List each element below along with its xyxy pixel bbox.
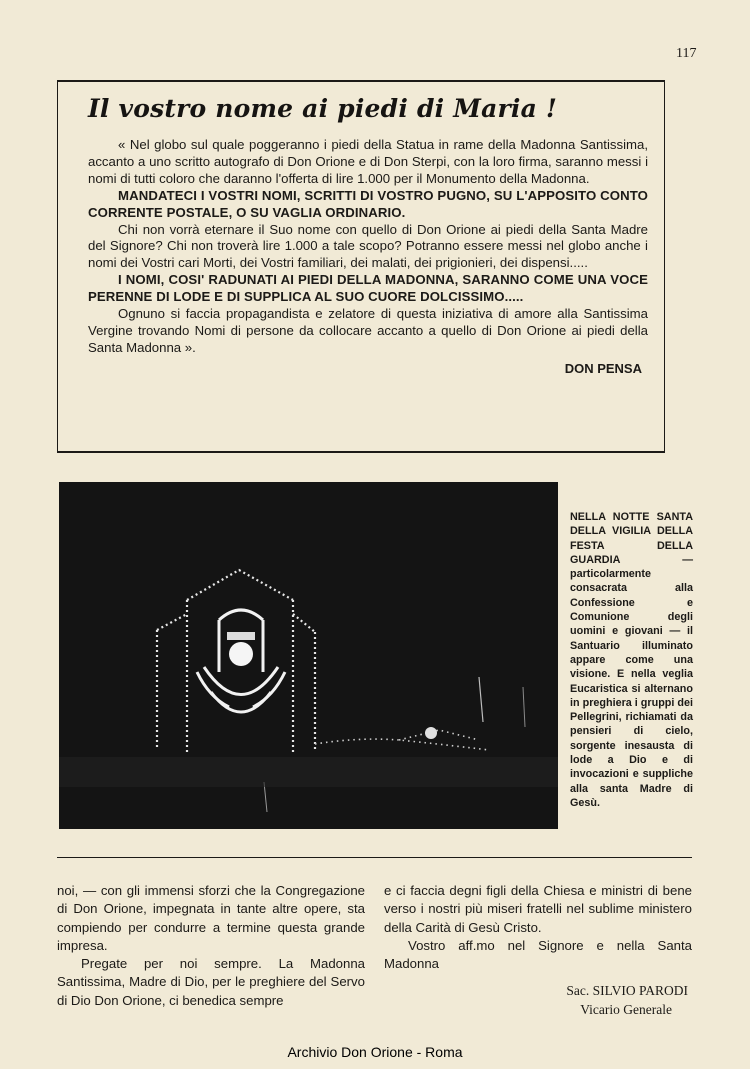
article-paragraph: Pregate per noi sempre. La Madonna Santissima, Madre di Dio, per le preghiere del Servo di Dio Don Orione, ci benedica sempre bbox=[57, 956, 365, 1008]
page-number: 117 bbox=[676, 46, 697, 61]
appeal-paragraph-caps: I NOMI, COSI' RADUNATI AI PIEDI DELLA MADONNA, SARANNO COME UNA VOCE PERENNE DI LODE E DI SUPPLICA AL SUO CUORE DOLCISSIMO..... bbox=[88, 272, 648, 305]
photo-caption-text: — particolarmente consacrata alla Confessione e Comunione degli uomini e giovani — il Santuario illuminato appare come una visione. E nella veglia Eucaristica si alternano in preghiera i gruppi dei Pellegrini, richiamati da pensieri di cielo, sorgente inesausta di lode a Dio e di invocazioni e suppliche alla santa Madre di Gesù. bbox=[570, 553, 693, 809]
section-divider bbox=[57, 857, 692, 858]
signature-name: Sac. SILVIO PARODI bbox=[566, 983, 688, 999]
appeal-body bbox=[88, 137, 648, 357]
illuminated-sanctuary-illustration bbox=[59, 482, 558, 829]
appeal-paragraph: Ognuno si faccia propagandista e zelatore di questa iniziativa di amore alla Santissima Vergine trovando Nomi di persone da collocare accanto a quello di Don Orione ai piedi della Santa Madonna ». bbox=[88, 306, 648, 355]
archive-footer: Archivio Don Orione - Roma bbox=[287, 1044, 463, 1060]
signature-title: Vicario Generale bbox=[580, 1002, 672, 1018]
appeal-box bbox=[57, 80, 665, 453]
article-paragraph: noi, — con gli immensi sforzi che la Congregazione di Don Orione, impegnata in tante altre opere, sta compiendo per condurre a termine questa grande impresa. bbox=[57, 883, 365, 953]
appeal-headline: Il vostro nome ai piedi di Maria ! bbox=[88, 94, 558, 123]
appeal-paragraph: « Nel globo sul quale poggeranno i piedi della Statua in rame della Madonna Santissima, accanto a uno scritto autografo di Don Orione e di Don Sterpi, con la loro firma, saranno messi i nomi di tutti coloro che daranno l'offerta di lire 1.000 per il Monumento della Madonna. bbox=[88, 137, 648, 186]
article-paragraph: e ci faccia degni figli della Chiesa e ministri di bene verso i nostri più miseri fratelli nel sublime ministero della Carità di Gesù Cristo. bbox=[384, 883, 692, 935]
sanctuary-night-photo bbox=[59, 482, 558, 829]
photo-caption-lead: NELLA NOTTE SANTA DELLA VIGILIA DELLA FESTA DELLA GUARDIA bbox=[570, 511, 693, 566]
article-paragraph: Vostro aff.mo nel Signore e nella Santa Madonna bbox=[384, 937, 692, 972]
article-left-column bbox=[57, 882, 365, 1010]
appeal-signature: DON PENSA bbox=[564, 360, 642, 376]
article-right-column bbox=[384, 882, 692, 1019]
appeal-paragraph-caps: MANDATECI I VOSTRI NOMI, SCRITTI DI VOSTRO PUGNO, SU L'APPOSITO CONTO CORRENTE POSTALE, O SU VAGLIA ORDINARIO. bbox=[88, 187, 648, 220]
photo-caption bbox=[570, 510, 693, 810]
appeal-paragraph: Chi non vorrà eternare il Suo nome con quello di Don Orione ai piedi della Santa Madre del Signore? Chi non troverà lire 1.000 a tale scopo? Potranno essere messi nel globo anche i nomi dei Vostri cari Morti, dei Vostri familiari, dei malati, dei prigionieri, dei dispensi..... bbox=[88, 221, 648, 271]
